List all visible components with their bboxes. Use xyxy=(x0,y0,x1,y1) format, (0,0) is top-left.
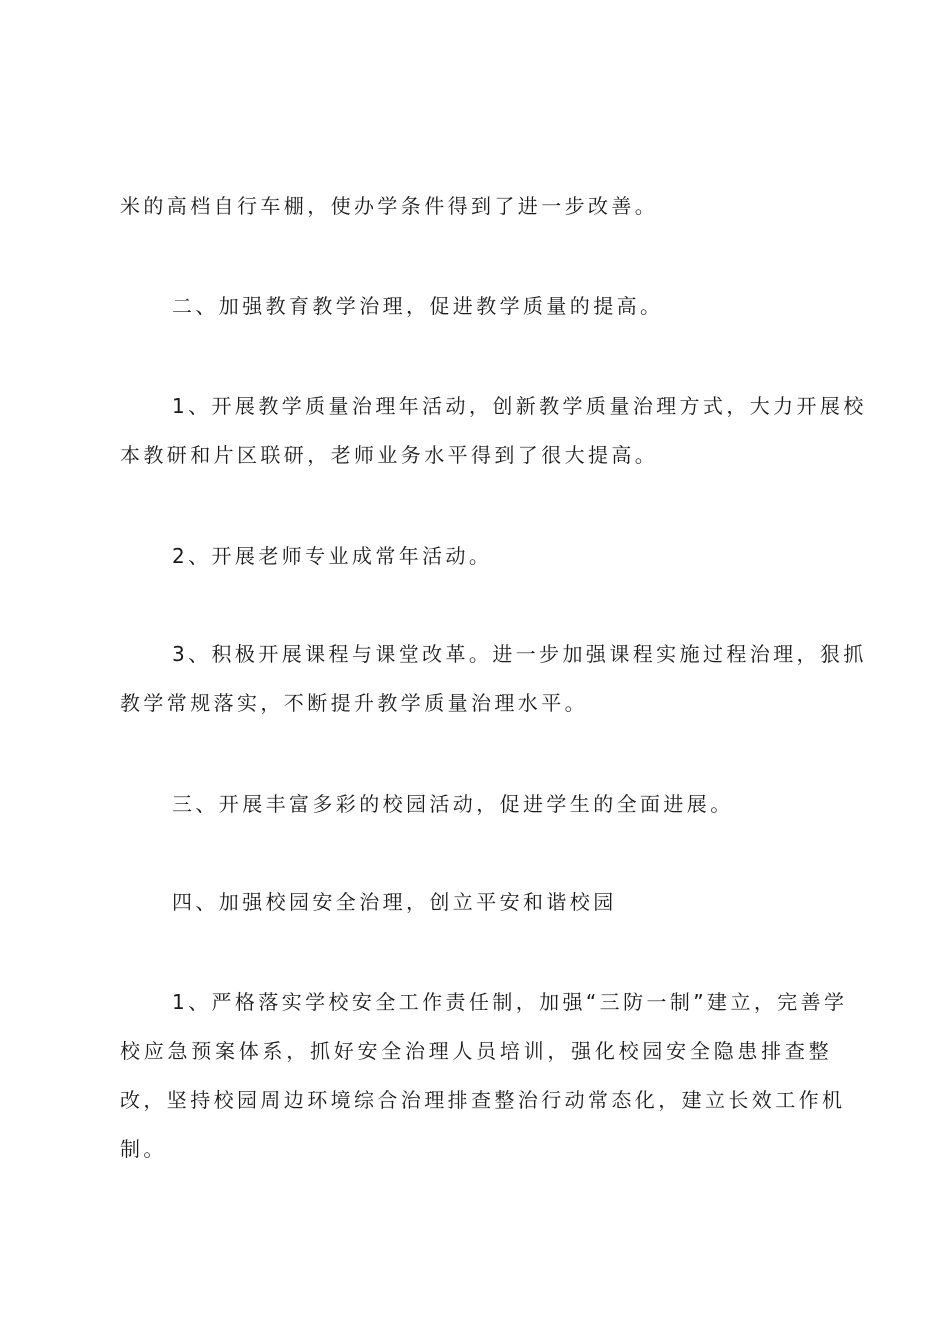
text-line-item-4-1: 1、严格落实学校安全工作责任制，加强“三防一制”建立，完善学 xyxy=(172,990,848,1014)
text-line-item-2-1-cont: 本教研和片区联研，老师业务水平得到了很大提高。 xyxy=(120,443,659,467)
text-line-item-2-2: 2、开展老师专业成常年活动。 xyxy=(172,544,493,568)
text-line-item-2-3-cont: 教学常规落实，不断提升教学质量治理水平。 xyxy=(120,691,588,715)
text-line-item-2-1: 1、开展教学质量治理年活动，创新教学质量治理方式，大力开展校 xyxy=(172,394,867,418)
text-line-item-4-1-cont-2: 改，坚持校园周边环境综合治理排查整治行动常态化，建立长效工作机 xyxy=(120,1088,846,1112)
section-heading-3: 三、开展丰富多彩的校园活动，促进学生的全面进展。 xyxy=(172,792,734,816)
section-heading-2: 二、加强教育教学治理，促进教学质量的提高。 xyxy=(172,294,664,318)
section-heading-4: 四、加强校园安全治理，创立平安和谐校园 xyxy=(172,890,617,914)
text-line-item-4-1-cont-1: 校应急预案体系，抓好安全治理人员培训，强化校园安全隐患排查整 xyxy=(120,1039,832,1063)
text-line-item-4-1-cont-3: 制。 xyxy=(120,1137,167,1161)
text-line-item-2-3: 3、积极开展课程与课堂改革。进一步加强课程实施过程治理，狠抓 xyxy=(172,642,867,666)
text-line-continuation: 米的高档自行车棚，使办学条件得到了进一步改善。 xyxy=(120,194,659,218)
